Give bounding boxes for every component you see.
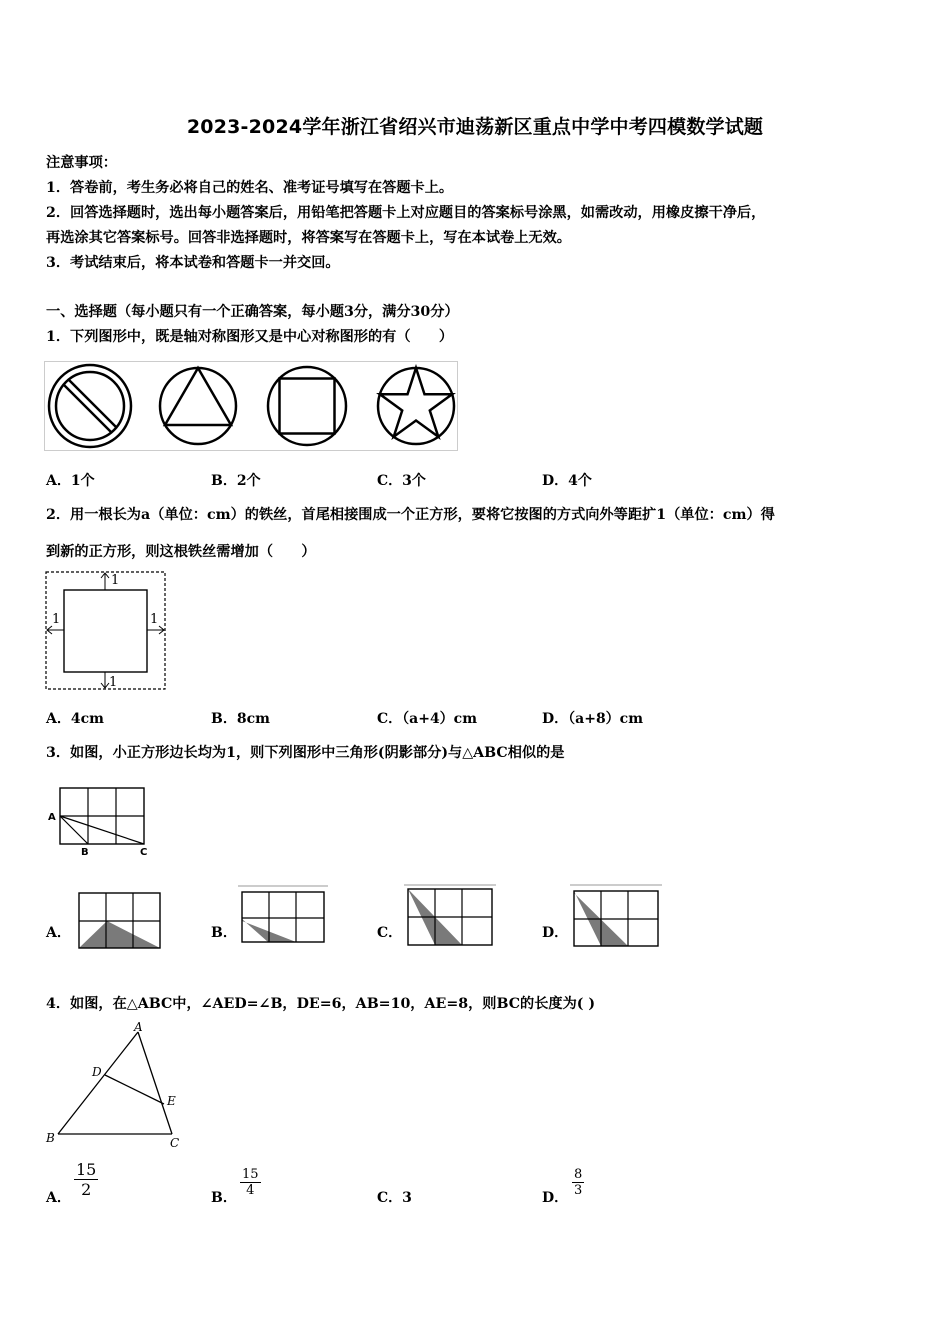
label-top: 1 xyxy=(111,573,120,588)
question-3-figure xyxy=(44,784,164,860)
notice-item: 再选涂其它答案标号。回答非选择题时，将答案写在答题卡上，写在本试卷上无效。 xyxy=(46,230,571,246)
denominator: 3 xyxy=(574,1183,583,1198)
question-1-stem: 1．下列图形中，既是轴对称图形又是中心对称图形的有（ ） xyxy=(46,329,454,345)
q3-option-b-letter: B． xyxy=(211,925,237,941)
q3-option-a-figure xyxy=(76,890,162,952)
label-b: B xyxy=(46,1131,55,1145)
q3-option-d-letter: D． xyxy=(542,925,569,941)
label-a: A xyxy=(48,812,56,823)
label-right: 1 xyxy=(150,612,159,627)
numerator: 8 xyxy=(574,1167,583,1182)
q1-option-d: D．4个 xyxy=(542,473,592,489)
q4-option-c: C．3 xyxy=(377,1190,412,1206)
label-e: E xyxy=(167,1094,176,1108)
circle-with-square-icon xyxy=(268,367,346,445)
q3-option-c-figure xyxy=(404,883,496,947)
q2-option-b: B．8cm xyxy=(211,711,270,727)
label-b: B xyxy=(81,847,89,858)
page-title: 2023-2024学年浙江省绍兴市迪荡新区重点中学中考四模数学试题 xyxy=(186,116,764,138)
label-bottom: 1 xyxy=(109,675,118,690)
question-4-stem: 4．如图，在△ABC中，∠AED=∠B，DE=6，AB=10，AE=8，则BC的长度为( ) xyxy=(46,996,596,1012)
circle-with-star-icon xyxy=(378,368,454,444)
notice-item: 1．答卷前，考生务必将自己的姓名、准考证号填写在答题卡上。 xyxy=(46,180,454,196)
q3-option-a-letter: A． xyxy=(46,925,71,941)
q4-option-d-letter: D． xyxy=(542,1190,569,1206)
section-heading: 一、选择题（每小题只有一个正确答案，每小题3分，满分30分） xyxy=(46,304,459,320)
q4-option-d-fraction xyxy=(572,1167,584,1198)
circle-with-triangle-icon xyxy=(160,368,236,444)
q3-option-b-figure xyxy=(238,884,328,948)
question-3-stem: 3．如图，小正方形边长均为1，则下列图形中三角形(阴影部分)与△ABC相似的是 xyxy=(46,745,565,761)
q2-option-d: D．（a+8）cm xyxy=(542,711,644,727)
numerator: 15 xyxy=(76,1160,97,1179)
q1-option-a: A．1个 xyxy=(46,473,95,489)
label-c: C xyxy=(140,847,148,858)
notice-heading: 注意事项： xyxy=(46,155,117,171)
q3-option-c-letter: C． xyxy=(377,925,403,941)
label-a: A xyxy=(134,1020,143,1034)
q4-option-a-fraction xyxy=(74,1160,98,1199)
circle-with-diagonal-icon xyxy=(49,365,131,447)
q1-option-b: B．2个 xyxy=(211,473,261,489)
q4-option-a-letter: A． xyxy=(46,1190,71,1206)
question-2-stem-cont: 到新的正方形，则这根铁丝需增加（ ） xyxy=(46,544,316,560)
label-d: D xyxy=(92,1065,102,1079)
question-2-figure xyxy=(44,570,168,692)
question-1-figure xyxy=(44,361,458,451)
label-left: 1 xyxy=(52,612,61,627)
question-2-stem: 2．用一根长为a（单位：cm）的铁丝，首尾相接围成一个正方形，要将它按图的方式向外等距扩1（单位：cm）得 xyxy=(46,507,775,523)
inner-square xyxy=(64,590,147,672)
q2-option-c: C．（a+4）cm xyxy=(377,711,478,727)
denominator: 2 xyxy=(81,1180,92,1199)
q4-option-b-letter: B． xyxy=(211,1190,237,1206)
denominator: 4 xyxy=(246,1183,255,1198)
notice-item: 3．考试结束后，将本试卷和答题卡一并交回。 xyxy=(46,255,340,271)
numerator: 15 xyxy=(242,1167,259,1182)
notice-item: 2．回答选择题时，选出每小题答案后，用铅笔把答题卡上对应题目的答案标号涂黑，如需改动，用橡皮擦干净后， xyxy=(46,205,766,221)
q4-option-b-fraction xyxy=(240,1167,261,1198)
q1-option-c: C．3个 xyxy=(377,473,426,489)
q2-option-a: A．4cm xyxy=(46,711,104,727)
question-4-figure xyxy=(44,1020,194,1154)
label-c: C xyxy=(170,1136,180,1150)
q3-option-d-figure xyxy=(570,883,662,949)
